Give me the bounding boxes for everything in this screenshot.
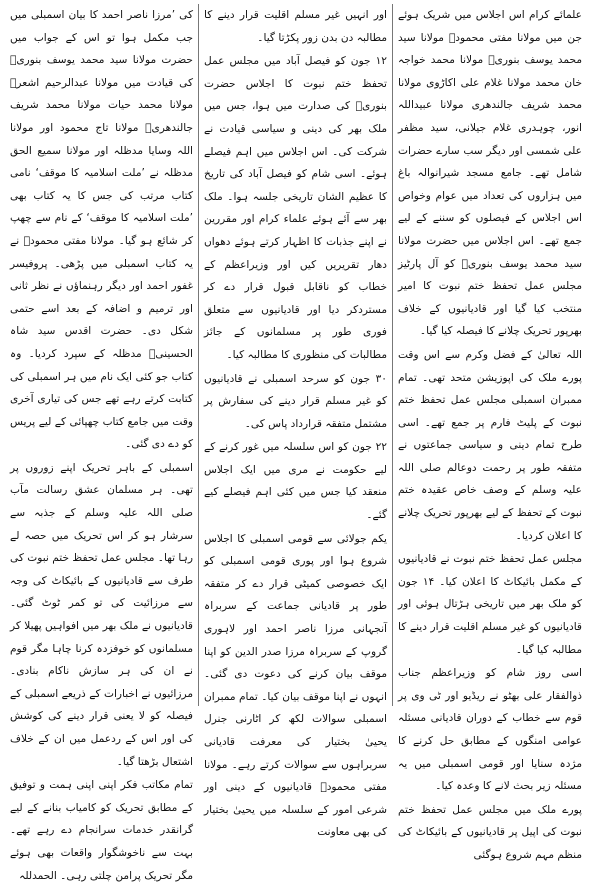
paragraph: اللہ تعالیٰ کے فضل وکرم سے اس وقت پورے ملک کی اپوزیشن متحد تھی۔ تمام ممبران اسمبلی مجلس عمل تحفظ ختم نبوت کے پلیٹ فارم پر جمع تھے۔ اسی طرح تمام دینی و سیاسی جماعتوں نے متفقہ طور پر رحمت دوعالم صلی اللہ علیہ وسلم کے وصف خاص عقیدہ ختم نبوت کے تحفظ کے لیے بھرپور تحریک چلانے کا اعلان کردیا۔ bbox=[398, 348, 582, 542]
paragraph: ۲۲ جون کو اس سلسلہ میں غور کرنے کے لیے حکومت نے مری میں ایک اجلاس منعقد کیا جس میں کئی اہم فیصلے کیے گئے۔ bbox=[204, 441, 387, 522]
paragraph: تمام مکاتب فکر اپنی اپنی ہمت و توفیق کے مطابق تحریک کو کامیاب بنانے کے لیے گرانقدر خدمات سرانجام دے رہے تھے۔ بہت سے ناخوشگوار واقعات بھی ہوئے مگر تحریک پرامن چلتی رہی۔ الحمدللہ bbox=[10, 779, 193, 882]
column-middle bbox=[199, 4, 393, 839]
paragraph: یکم جولائی سے قومی اسمبلی کا اجلاس شروع ہوا اور پوری قومی اسمبلی کو ایک خصوصی کمیٹی قرار دے کر متفقہ طور پر قادیانی جماعت کے سربراہ آنجہانی مرزا ناصر احمد اور لاہوری گروپ کے سربراہ مرزا صدر الدین کو اپنا موقف بیان کرنے کی دعوت دی گئی۔ انہوں نے اپنا موقف بیان کیا۔ تمام ممبران اسمبلی سوالات لکھ کر اٹارنی جنرل یحییٰ بختیار کی معرفت قادیانی سربراہوں سے سوالات کرتے رہے۔ مولانا مفتی محمودؒ قادیانیوں کے دینی اور شرعی امور کے سلسلہ میں یحییٰ بختیار کی بھی معاونت bbox=[204, 532, 387, 839]
column-left bbox=[5, 4, 199, 882]
paragraph: علمائے کرام اس اجلاس میں شریک ہوئے جن میں مولانا مفتی محمودؒ مولانا سید محمد یوسف بنوریؒ مولانا محمد خواجہ خان محمد مولانا غلام علی اکاڑوی مولانا محمد شریف جالندھری مولانا عبیداللہ انور، چوہدری غلام جیلانی، سید مظفر علی شمسی اور دیگر سب سارے حضرات شامل تھے۔ جامع مسجد شیرانوالہ باغ میں ہزاروں کی تعداد میں عوام وخواص اس اجلاس کے فیصلوں کو سننے کے لیے جمع تھے۔ اس اجلاس میں حضرت مولانا سید محمد یوسف بنوریؒ کو آل پارٹیز مجلس عمل تحفظ ختم نبوت کا امیر منتخب کیا گیا اور قادیانیوں کے خلاف بھرپور تحریک چلانے کا فیصلہ کیا گیا۔ bbox=[398, 9, 582, 338]
paragraph: مجلس عمل تحفظ ختم نبوت نے قادیانیوں کے مکمل بائیکاٹ کا اعلان کیا۔ ۱۴ جون کو ملک بھر میں تاریخی ہڑتال ہوئی اور قادیانیوں کو غیر مسلم اقلیت قرار دینے کا مطالبہ کیا گیا۔ bbox=[398, 553, 583, 656]
paragraph: پورے ملک میں مجلس عمل تحفظ ختم نبوت کی اپیل پر قادیانیوں کے بائیکاٹ کی منظم مہم شروع ہوگئی bbox=[398, 803, 582, 861]
paragraph: کی ’مرزا ناصر احمد کا بیان اسمبلی میں جب مکمل ہوا تو اس کے جواب میں حضرت مولانا سید محمد یوسف بنوریؒ کی قیادت میں مولانا عبدالرحیم اشعرؒ مولانا محمد حیات مولانا محمد شریف جالندھریؒ مولانا تاج محمود اور مولانا اللہ وسایا مدظلہ اور مولانا سمیع الحق مدظلہ نے ’ملت اسلامیہ کا موقف‘ نامی کتاب مرتب کی جس کا یہ کتاب بھی ’ملت اسلامیہ کا موقف‘ کے نام سے چھپ کر شائع ہو گیا۔ مولانا مفتی محمودؒ نے یہ کتاب اسمبلی میں پڑھی۔ پروفیسر غفور احمد اور دیگر رہنماؤں نے نظر ثانی اور ترمیم و اضافہ کے بعد اسے حتمی شکل دی۔ حضرت اقدس سید شاہ الحسینیؒ مدظلہ کے سپرد کردیا۔ وہ کتاب جو کئی ایک نام میں ہر اسمبلی کی کتابت کرتے رہے تھے جس کی تیاری آخری وقت میں جامع کتاب چھپائی کے لیے پریس کو دے دی گئی۔ bbox=[10, 9, 193, 451]
column-right bbox=[393, 4, 587, 861]
paragraph: اسی روز شام کو وزیراعظم جناب ذوالفقار علی بھٹو نے ریڈیو اور ٹی وی پر قوم سے خطاب کے دوران قادیانی مسئلہ عوامی امنگوں کے مطابق حل کرنے کا مژدہ سنایا اور قومی اسمبلی میں یہ مسئلہ زیر بحث لانے کا وعدہ کیا۔ bbox=[398, 667, 582, 793]
paragraph: اسمبلی کے باہر تحریک اپنے زوروں پر تھی۔ ہر مسلمان عشق رسالت مآب صلی اللہ علیہ وسلم کے جذبہ سے سرشار ہو کر اس تحریک میں حصہ لے رہا تھا۔ مجلس عمل تحفظ ختم نبوت کی طرف سے قادیانیوں کے بائیکاٹ کی وجہ سے مرزائیت کی تو کمر ٹوٹ گئی۔ قادیانیوں نے ملک بھر میں افواہیں پھیلا کر مسلمانوں کو خوفزدہ کرنا چاہا مگر قوم نے ان کی ہر سازش ناکام بنادی۔ مرزائیوں نے اخبارات کے ذریعے اسمبلی کے فیصلہ کو لا یعنی قرار دینے کی کوشش کی اور اس کے ردعمل میں ان کے خلاف اشتعال بڑھتا گیا۔ bbox=[10, 461, 193, 768]
paragraph: ۱۲ جون کو فیصل آباد میں مجلس عمل تحفظ ختم نبوت کا اجلاس حضرت بنوریؒ کی صدارت میں ہوا، جس میں ملک بھر کی دینی و سیاسی قیادت نے شرکت کی۔ اس اجلاس میں اہم فیصلے ہوئے۔ اسی شام کو فیصل آباد کی تاریخ کا عظیم الشان تاریخی جلسہ ہوا۔ ملک بھر سے آئے ہوئے علماء کرام اور مقررین نے اپنے جذبات کا اظہار کرتے ہوئے دھواں دھار تقریریں کیں اور وزیراعظم کے خطاب کو ناقابل قبول قرار دے کر مستردکر دیا اور قادیانیوں سے متعلق فوری طور پر مسلمانوں کے جائز مطالبات کی منظوری کا مطالبہ کیا۔ bbox=[204, 55, 387, 361]
paragraph: ۳۰ جون کو سرحد اسمبلی نے قادیانیوں کو غیر مسلم قرار دینے کی سفارش پر مشتمل متفقہ قرارداد پاس کی۔ bbox=[204, 372, 387, 430]
paragraph: اور انہیں غیر مسلم اقلیت قرار دینے کا مطالبہ دن بدن زور پکڑتا گیا۔ bbox=[204, 9, 387, 44]
